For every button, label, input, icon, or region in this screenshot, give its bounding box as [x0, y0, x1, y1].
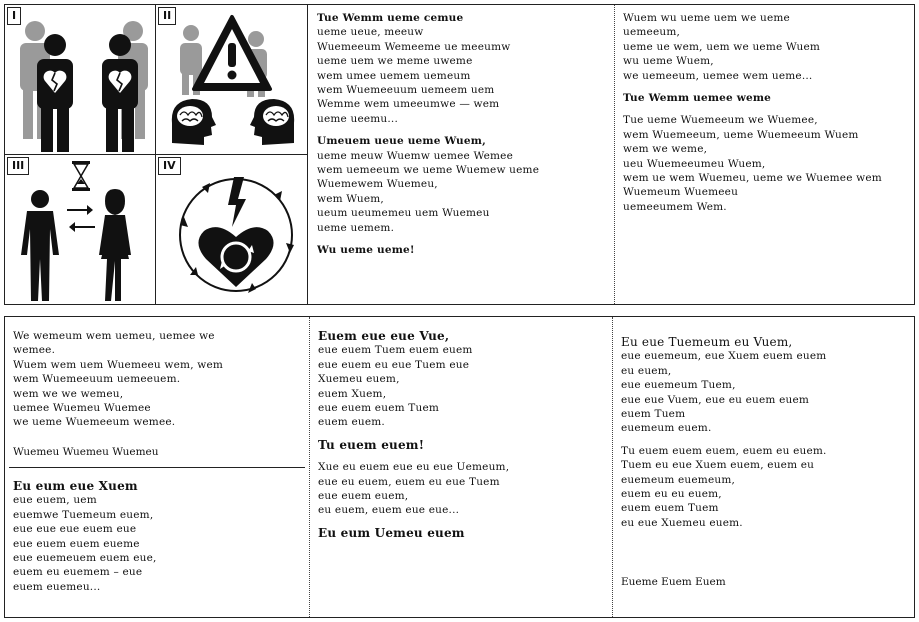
text-line: euem Tuem [621, 408, 686, 421]
line-spacer [318, 452, 604, 460]
text-line: euem euem Tuem [621, 502, 719, 515]
signature-1: Wuemeu Wuemeu Wuemeu [13, 446, 159, 458]
comic-panel-2 [156, 5, 308, 155]
text-line: Xue eu euem eue eu eue Uemeum, [318, 461, 510, 474]
section-heading: Tue Wemm uemee weme [623, 92, 772, 105]
woman-silhouette [99, 189, 131, 301]
text-line: ueu Wuemeeumeu Wuem, [623, 157, 766, 170]
text-line: eue euemeum Tuem, [621, 379, 736, 392]
column-1-divider [9, 467, 305, 468]
panel-numeral: IV [158, 157, 181, 175]
text-line: wu ueme Wuem, [623, 55, 714, 68]
section-heading: Euem eue eue Vue, [318, 329, 450, 343]
text-line: ueme uemem. [317, 221, 395, 234]
signature-3: Eueme Euem Euem [621, 576, 726, 588]
text-line: wemee. [13, 344, 56, 357]
text-line: Tuem eu eue Xuem euem, euem eu [621, 459, 815, 472]
line-spacer [621, 436, 906, 444]
text-line: eue euemeuem euem eue, [13, 552, 157, 565]
text-line: eue eu euem, euem eu eue Tuem [318, 475, 500, 488]
text-line: wem Wuem, [317, 192, 384, 205]
text-line: Tu euem euem euem, euem eu euem. [621, 444, 827, 457]
comic-panel-3 [5, 155, 156, 304]
text-line: uemeeum, [623, 26, 681, 39]
text-line: Wuemeum Wuemeeu [623, 186, 739, 199]
line-spacer [317, 126, 606, 134]
section-heading: Umeuem ueue ueme Wuem, [317, 135, 486, 148]
text-line: Wuem wem uem Wuemeeu wem, wem [13, 358, 224, 371]
text-line: eue eue eue euem eue [13, 523, 137, 536]
line-spacer [317, 235, 606, 243]
text-line: euemeum euemeum, [621, 473, 736, 486]
section-heading: Eu eum eue Xuem [13, 479, 138, 493]
text-line: Xuemeu euem, [318, 373, 400, 386]
arrow-right-icon [67, 205, 93, 215]
text-line: eue euem eu eue Tuem eue [318, 358, 470, 371]
text-line: ueme uem we meme uweme [317, 55, 473, 68]
text-line: wem Wuemeeum, ueme Wuemeeum Wuem [623, 128, 859, 141]
text-line: Eu eue Tuemeum eu Vuem, [621, 335, 793, 349]
arrow-left-icon [69, 222, 95, 232]
section-heading: Eu eum Uemeu euem [318, 525, 465, 540]
section-heading: Wu ueme ueme! [317, 244, 415, 257]
top-text-column-2 [615, 5, 914, 304]
text-line: euem euem. [318, 416, 385, 429]
text-line: euem eu euemem – eue [13, 566, 143, 579]
text-line: wem umee uemem uemeum [317, 69, 471, 82]
section-heading: Tu euem euem! [318, 437, 425, 452]
text-line: euemeum euem. [621, 422, 712, 435]
text-line: wem we we wemeu, [13, 387, 124, 400]
text-line: Tue ueme Wuemeeum we Wuemee, [623, 114, 818, 127]
text-line: eu euem, [621, 364, 672, 377]
text-line: ueum ueumemeu uem Wuemeu [317, 207, 490, 220]
panel-4-illustration [156, 155, 308, 304]
text-line: euem Xuem, [318, 387, 387, 400]
line-spacer [623, 83, 906, 91]
text-line: ueme ue wem, uem we ueme Wuem [623, 40, 821, 53]
line-spacer [318, 430, 604, 438]
text-line: eue euemeum, eue Xuem euem euem [621, 350, 827, 363]
text-line: wem Wuemeeuum uemeeuem. [13, 373, 181, 386]
panel-2-illustration [156, 5, 308, 155]
bottom-text-column-2 [310, 323, 612, 617]
hourglass-icon [72, 161, 90, 191]
text-line: euemwe Tuemeum euem, [13, 508, 154, 521]
text-line: eue euem, uem [13, 494, 97, 507]
text-line: uemee Wuemeu Wuemee [13, 402, 151, 415]
text-line: we uemeeum, uemee wem ueme... [623, 69, 813, 82]
text-line: we ueme Wuemeeum wemee. [13, 416, 176, 429]
panel-numeral: III [7, 157, 29, 175]
text-line: wem ue wem Wuemeu, ueme we Wuemee wem [623, 172, 882, 185]
text-line: euem eu eu euem, [621, 488, 722, 501]
text-line: Wuemeeum Wemeeme ue meeumw [317, 40, 511, 53]
panel-numeral: II [158, 7, 176, 25]
text-line: eue eue Vuem, eue eu euem euem [621, 393, 810, 406]
text-line: Wemme wem umeeumwe — wem [317, 98, 500, 111]
bottom-text-column-3 [613, 329, 914, 579]
text-line: eue euem euem, [318, 490, 409, 503]
top-section [4, 4, 915, 305]
text-line: We wemeum wem uemeu, uemee we [13, 330, 215, 342]
text-line: euem euemeu... [13, 580, 101, 593]
text-line: Wuemewem Wuemeu, [317, 178, 438, 191]
text-line: eue euem euem eueme [13, 537, 140, 550]
brain-head-icon [172, 99, 216, 145]
section-heading: Tue Wemm ueme cemue [317, 12, 464, 24]
panel-1-illustration [5, 5, 156, 155]
text-line: eue euem Tuem euem euem [318, 344, 473, 357]
text-line: uemeeumem Wem. [623, 200, 727, 213]
text-line: eu euem, euem eue eue... [318, 504, 460, 517]
bottom-text-column-1b [5, 473, 309, 617]
text-line: wem Wuemeeuum uemeem uem [317, 84, 495, 97]
text-line: eue euem euem Tuem [318, 402, 440, 415]
text-line: ueme ueemu... [317, 112, 399, 125]
line-spacer [623, 105, 906, 113]
comic-panel-1 [5, 5, 156, 155]
comic-panel-4 [156, 155, 308, 304]
text-line: wem we weme, [623, 143, 708, 156]
bottom-section [4, 316, 915, 618]
text-line: eu eue Xuemeu euem. [621, 516, 743, 529]
text-line: ueme meuw Wuemw uemee Wemee [317, 149, 513, 162]
line-spacer [318, 518, 604, 526]
text-line: ueme ueue, meeuw [317, 26, 424, 39]
top-text-column-1 [309, 5, 614, 304]
text-line: Wuem wu ueme uem we ueme [623, 12, 790, 24]
recycle-heart-icon [198, 227, 273, 287]
panel-3-illustration [5, 155, 156, 304]
brain-head-icon [250, 99, 294, 145]
panel-numeral: I [7, 7, 21, 25]
man-silhouette [21, 190, 59, 301]
text-line: wem uemeeum we ueme Wuemew ueme [317, 164, 540, 177]
lightning-bolt-icon [228, 177, 246, 227]
